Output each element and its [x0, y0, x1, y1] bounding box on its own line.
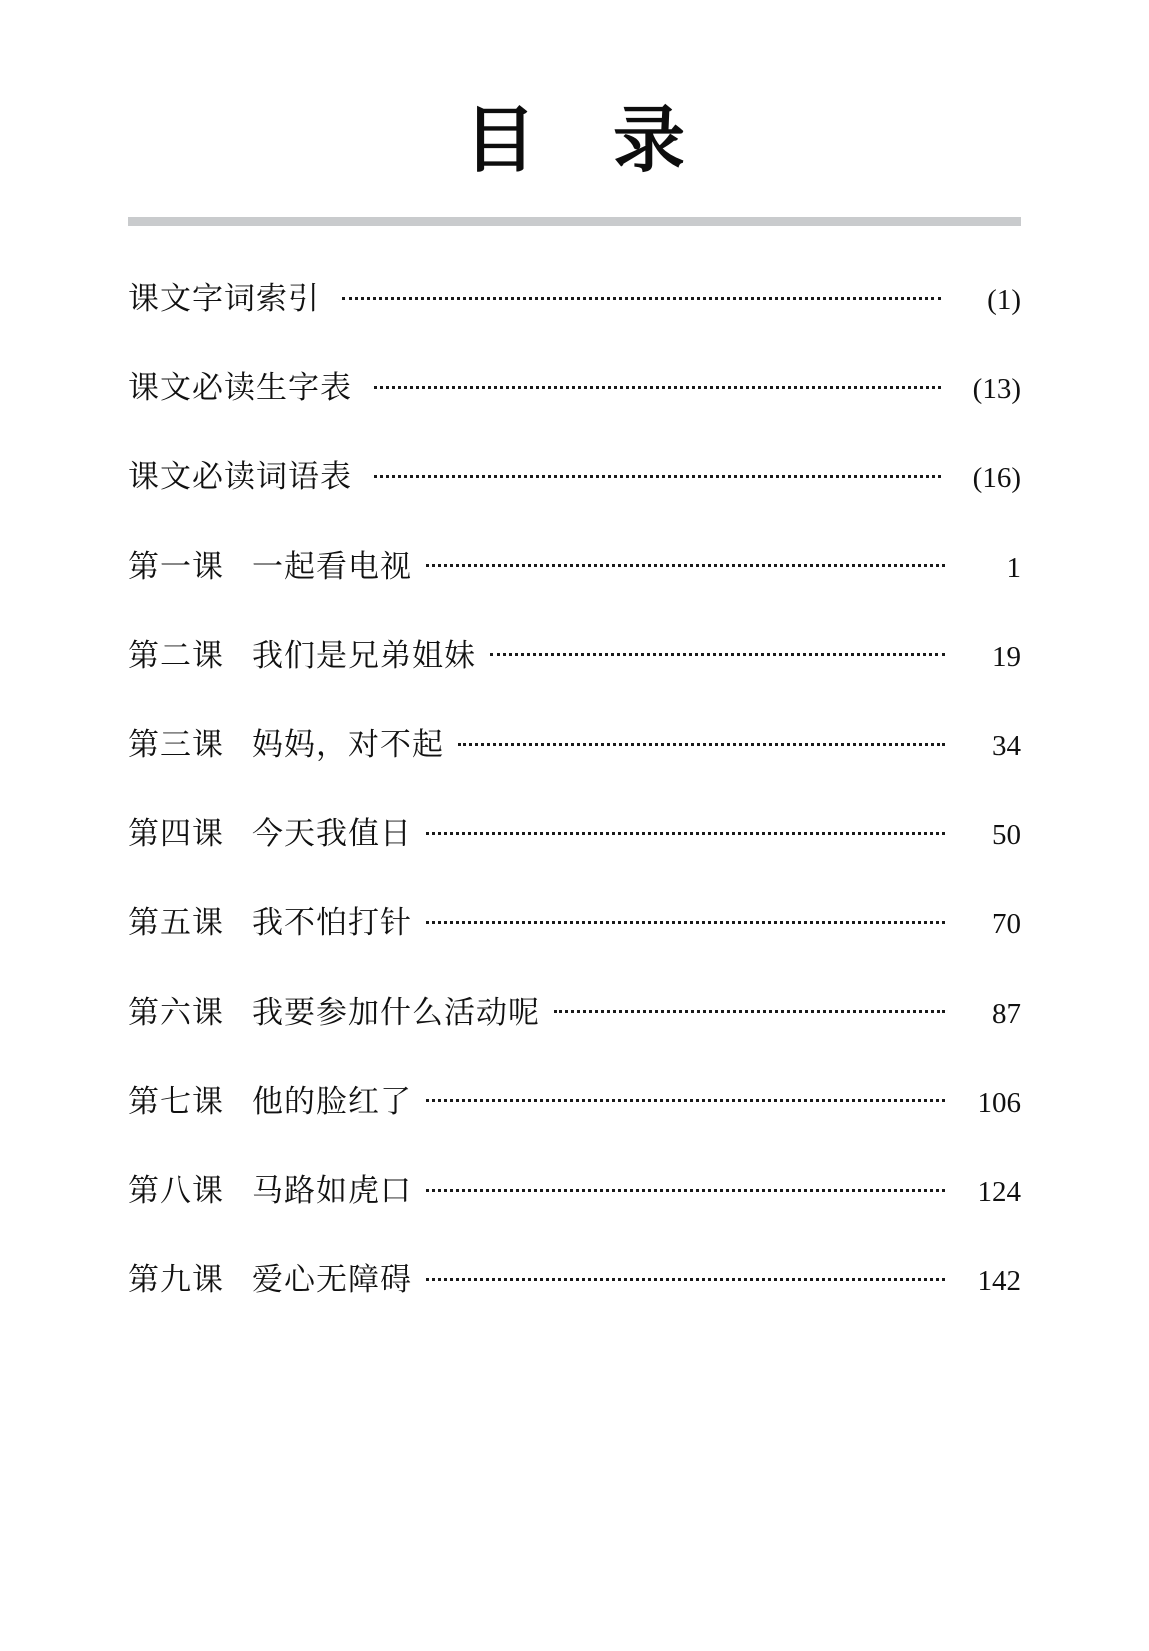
toc-entry-lesson-4[interactable] — [128, 813, 1021, 853]
toc-entry-page: 1 — [1006, 551, 1021, 584]
toc-entry-lesson-3[interactable] — [128, 724, 1021, 764]
toc-entry-page: 70 — [992, 908, 1021, 941]
toc-entry-lesson-1[interactable] — [128, 546, 1021, 586]
leader-dots — [374, 456, 941, 487]
toc-entry-page: 124 — [977, 1175, 1021, 1208]
toc-entry-page: (1) — [987, 284, 1021, 316]
toc-entry-lesson-6[interactable] — [128, 992, 1021, 1032]
toc-entry-page: 87 — [992, 997, 1021, 1030]
toc-entry-title: 他的脸红了 — [252, 1083, 412, 1120]
toc-entry-page: 50 — [992, 819, 1021, 852]
toc-entry-front-2[interactable] — [128, 367, 1021, 407]
toc-entry-page: (16) — [972, 462, 1021, 495]
toc-entry-label — [128, 905, 412, 942]
toc-entry-lesson-number: 第八课 — [128, 1172, 224, 1209]
toc-entry-label — [128, 995, 540, 1032]
toc-entry-title: 课文必读词语表 — [128, 459, 352, 496]
toc-entry-lesson-8[interactable] — [128, 1170, 1021, 1210]
toc-entry-page: 142 — [977, 1265, 1021, 1298]
leader-dots — [426, 902, 945, 933]
toc-entry-lesson-2[interactable] — [128, 635, 1021, 675]
toc-entry-page: (13) — [972, 373, 1021, 406]
leader-dots — [426, 546, 945, 577]
toc-entry-title: 爱心无障碍 — [252, 1262, 412, 1299]
toc-entry-front-3[interactable] — [128, 456, 1021, 496]
leader-dots — [490, 635, 945, 666]
toc-entry-label — [128, 281, 320, 318]
toc-entry-lesson-7[interactable] — [128, 1081, 1021, 1121]
toc-entry-label — [128, 459, 352, 496]
toc-entry-title: 我们是兄弟姐妹 — [252, 637, 476, 674]
toc-entry-label — [128, 816, 412, 853]
toc-entry-title: 一起看电视 — [252, 548, 412, 585]
toc-entry-title: 今天我值日 — [252, 816, 412, 853]
leader-dots — [554, 992, 945, 1023]
toc-entry-lesson-number: 第五课 — [128, 905, 224, 942]
toc-entry-title: 课文字词索引 — [128, 281, 320, 317]
toc-entry-lesson-9[interactable] — [128, 1259, 1021, 1299]
leader-dots — [342, 278, 941, 309]
toc-entry-page: 106 — [977, 1086, 1021, 1119]
toc-entry-lesson-number: 第三课 — [128, 726, 224, 763]
toc-entry-label — [128, 727, 444, 764]
toc-entry-title: 我不怕打针 — [252, 905, 412, 942]
toc-entry-lesson-number: 第七课 — [128, 1083, 224, 1120]
leader-dots — [374, 367, 941, 398]
toc-entry-label — [128, 370, 352, 407]
leader-dots — [426, 813, 945, 844]
toc-entry-lesson-number: 第一课 — [128, 548, 224, 585]
toc-entry-title: 马路如虎口 — [252, 1172, 412, 1209]
title-divider — [128, 217, 1021, 226]
toc-entry-page: 34 — [992, 729, 1021, 762]
toc-entry-lesson-number: 第二课 — [128, 637, 224, 674]
toc-entry-label — [128, 1262, 412, 1299]
leader-dots — [426, 1259, 945, 1290]
toc-entry-page: 19 — [992, 640, 1021, 673]
toc-entry-label — [128, 549, 412, 586]
toc-entry-label — [128, 1173, 412, 1210]
table-of-contents — [128, 278, 1021, 1299]
leader-dots — [458, 724, 945, 755]
toc-entry-title: 课文必读生字表 — [128, 370, 352, 407]
toc-entry-label — [128, 638, 476, 675]
toc-entry-lesson-number: 第四课 — [128, 816, 224, 853]
page-title: 目 录 — [463, 98, 712, 182]
leader-dots — [426, 1170, 945, 1201]
toc-entry-title: 妈妈，对不起 — [252, 726, 444, 763]
toc-entry-front-1[interactable] — [128, 278, 1021, 318]
toc-entry-lesson-number: 第九课 — [128, 1262, 224, 1299]
toc-entry-lesson-5[interactable] — [128, 902, 1021, 942]
toc-entry-lesson-number: 第六课 — [128, 994, 224, 1031]
leader-dots — [426, 1081, 945, 1112]
toc-entry-label — [128, 1084, 412, 1121]
toc-entry-title: 我要参加什么活动呢 — [252, 994, 540, 1031]
